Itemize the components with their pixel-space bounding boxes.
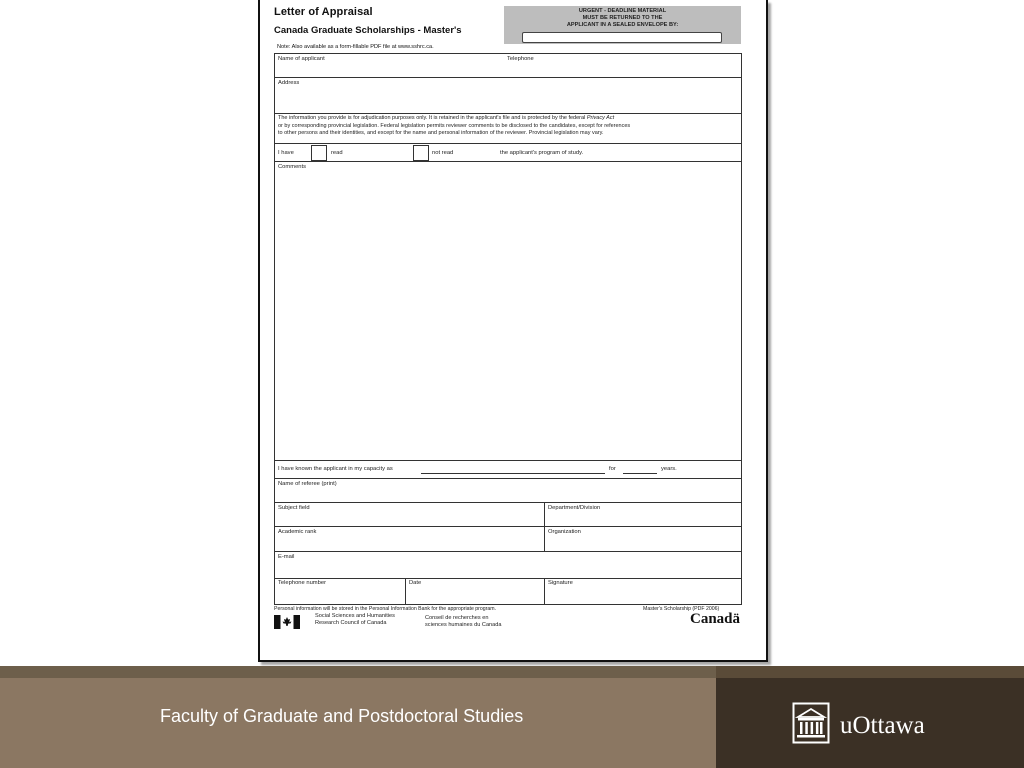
comments-field[interactable] [275,171,741,459]
signature-label: Signature [548,580,573,586]
footer-band-top-right [716,666,1024,678]
capacity-field[interactable] [421,473,605,474]
not-read-label: not read [432,150,454,156]
organization-label: Organization [548,529,581,535]
read-checkbox[interactable] [311,145,327,161]
form-fields-box [274,53,742,605]
form-note: Note: Also available as a form-fillable PDF file at www.sshrc.ca. [277,44,434,50]
program-of-study-label: the applicant's program of study. [500,150,584,156]
referee-name-label: Name of referee (print) [278,481,337,487]
urgent-deadline-box [504,6,741,44]
known-capacity-label: I have known the applicant in my capacity as [278,466,393,472]
department-label: Department/Division [548,505,601,511]
canada-flag-icon [274,615,300,629]
not-read-checkbox[interactable] [413,145,429,161]
comments-label: Comments [278,164,307,170]
i-have-label: I have [278,150,294,156]
email-label: E-mail [278,554,295,560]
deadline-date-field[interactable] [522,32,722,43]
for-label: for [609,466,616,472]
council-english: Social Sciences and Humanities Research Council of Canada [315,613,395,627]
canada-wordmark: Canadä [690,611,741,627]
years-field[interactable] [623,473,657,474]
name-of-applicant-label: Name of applicant [278,56,325,62]
form-id: Master's Scholarship (PDF 2006) [643,606,720,612]
urgent-notice: URGENT - DEADLINE MATERIAL MUST BE RETURNED TO THE APPLICANT IN A SEALED ENVELOPE BY: [566,8,679,28]
uottawa-building-icon [792,702,830,744]
date-label: Date [409,580,422,586]
faculty-name: Faculty of Graduate and Postdoctoral Studies [160,706,524,726]
council-french: Conseil de recherches en sciences humaines du Canada [425,615,502,629]
subject-field-label: Subject field [278,505,310,511]
academic-rank-label: Academic rank [278,529,317,535]
read-label: read [331,150,343,156]
form-subtitle: Canada Graduate Scholarships - Master's [274,25,462,36]
telephone-label: Telephone [507,56,534,62]
form-page [258,0,768,662]
years-label: years. [661,466,677,472]
personal-info-note: Personal information will be stored in the Personal Information Bank for the appropriate program. [274,606,497,612]
footer-band-top-left [0,666,716,678]
uottawa-logo-text: uOttawa [840,712,925,739]
address-label: Address [278,80,300,86]
privacy-statement: The information you provide is for adjudication purposes only. It is retained in the applicant's file and is protected by the federal Privacy Act or by corresponding provincial legislation. Federal legislation permits reviewer comments to be disclosed to the candidates, except for references to other persons and their identities, and except for the name and personal information of the reviewer. Provincial legislation may vary. [278,115,631,137]
telephone-number-label: Telephone number [278,580,327,586]
form-title: Letter of Appraisal [274,6,373,18]
